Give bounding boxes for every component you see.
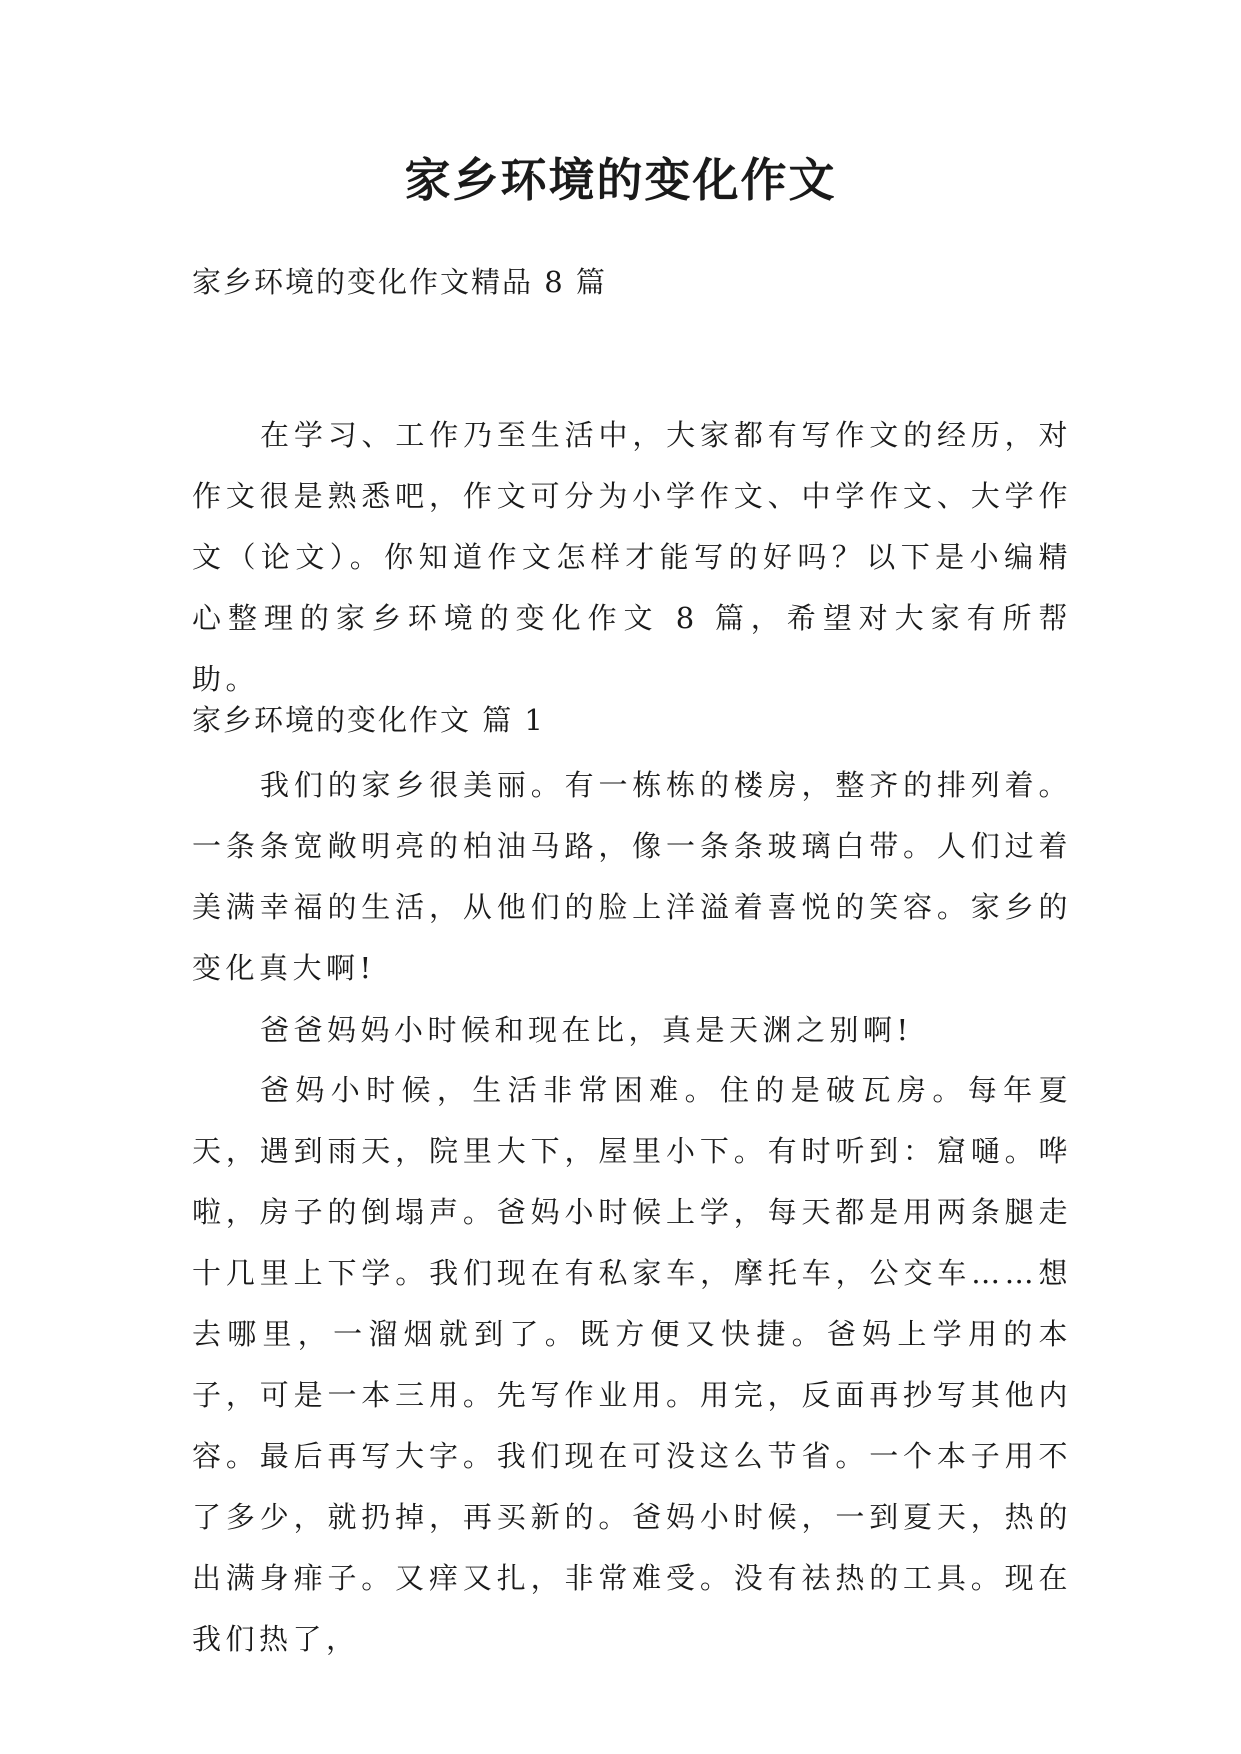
body-paragraph: 我们的家乡很美丽。有一栋栋的楼房，整齐的排列着。一条条宽敞明亮的柏油马路，像一条条玻璃白带。人们过着美满幸福的生活，从他们的脸上洋溢着喜悦的笑容。家乡的变化真大啊! <box>192 768 1072 985</box>
body-paragraph: 爸妈小时候，生活非常困难。住的是破瓦房。每年夏天，遇到雨天，院里大下，屋里小下。有时听到：窟嗵。哗啦，房子的倒塌声。爸妈小时候上学，每天都是用两条腿走十几里上下学。我们现在有私家车，摩托车，公交车……想去哪里，一溜烟就到了。既方便又快捷。爸妈上学用的本子，可是一本三用。先写作业用。用完，反面再抄写其他内容。最后再写大字。我们现在可没这么节省。一个本子用不了多少，就扔掉，再买新的。爸妈小时候，一到夏天，热的出满身痱子。又痒又扎，非常难受。没有祛热的工具。现在我们热了， <box>192 1073 1072 1656</box>
body-paragraph: 爸爸妈妈小时候和现在比，真是天渊之别啊! <box>260 1013 913 1047</box>
section-heading: 家乡环境的变化作文 篇 1 <box>192 703 545 737</box>
document-subtitle: 家乡环境的变化作文精品 8 篇 <box>192 265 607 299</box>
intro-paragraph: 在学习、工作乃至生活中，大家都有写作文的经历，对作文很是熟悉吧，作文可分为小学作文、中学作文、大学作文（论文）。你知道作文怎样才能写的好吗？以下是小编精心整理的家乡环境的变化作文 8 篇，希望对大家有所帮助。 <box>192 418 1072 696</box>
document-title: 家乡环境的变化作文 <box>404 153 837 207</box>
